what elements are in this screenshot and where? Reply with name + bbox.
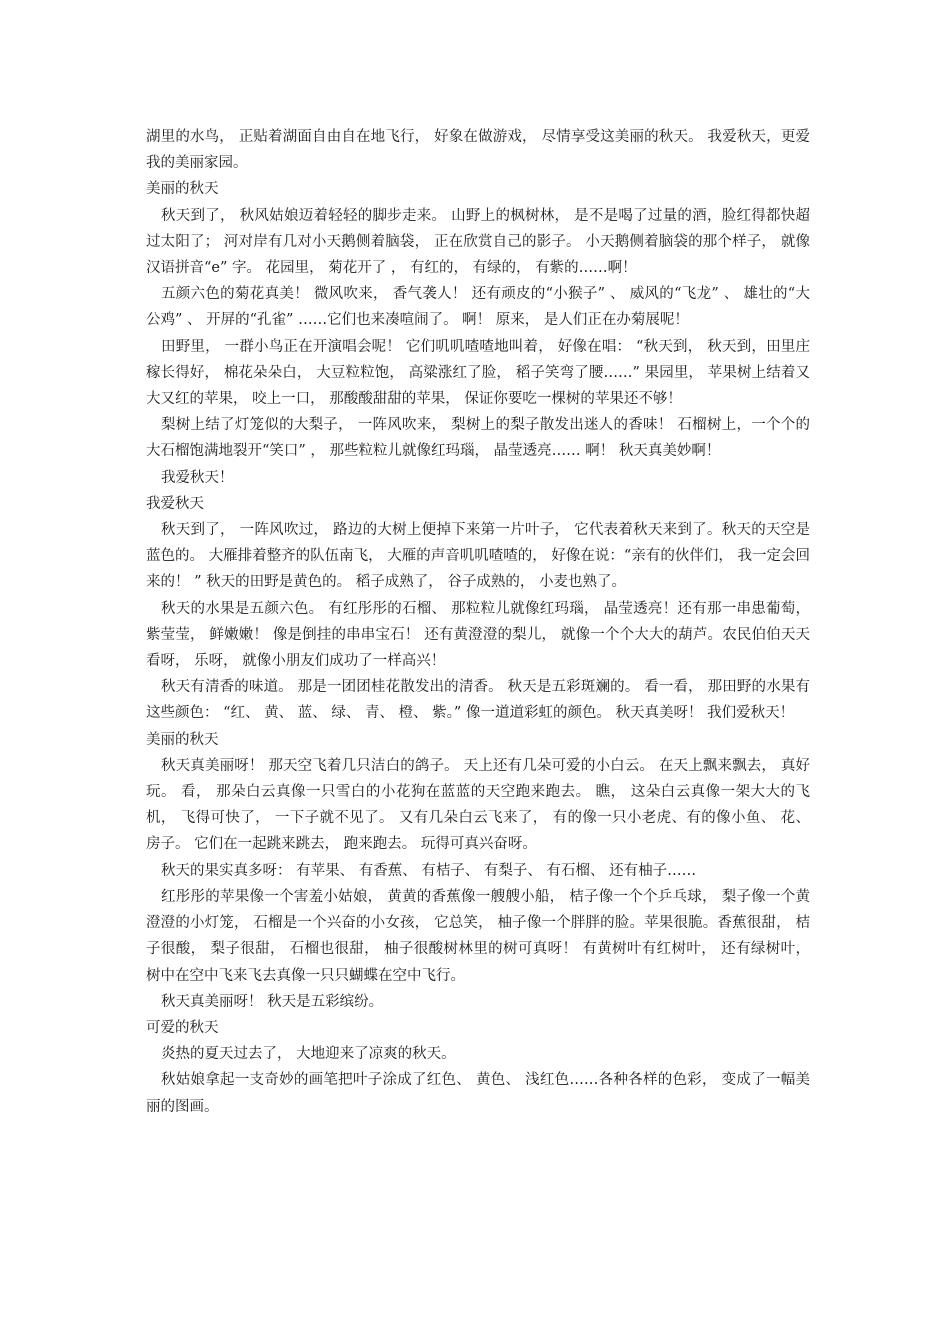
paragraph: 秋天真美丽呀！ 秋天是五彩缤纷。: [161, 993, 384, 1010]
paragraph: 秋天的果实真多呀： 有苹果、 有香蕉、 有桔子、 有梨子、 有石榴、 还有柚子……: [161, 862, 697, 879]
paragraph: 湖里的水鸟， 正贴着湖面自由自在地飞行， 好象在做游戏， 尽情享受这美丽的秋天。 我爱秋天，更爱我的美丽家园。: [146, 129, 810, 172]
paragraph: 炎热的夏天过去了， 大地迎来了凉爽的秋天。: [161, 1046, 456, 1063]
paragraph: 秋天到了， 一阵风吹过， 路边的大树上便掉下来第一片叶子， 它代表着秋天来到了。秋天的天空是蓝色的。 大雁排着整齐的队伍南飞， 大雁的声音叽叽喳喳的， 好像在说：“亲有的伙伴们， 我一定会回来的！ ” 秋天的田野是黄色的。 稻子成熟了， 谷子成熟的， 小麦也熟了。: [146, 522, 810, 591]
section-title: 可爱的秋天: [146, 1019, 219, 1036]
document-body: [146, 124, 810, 1120]
paragraph: 田野里， 一群小鸟正在开演唱会呢！ 它们叽叽喳喳地叫着， 好像在唱： “秋天到， 秋天到，田里庄稼长得好， 棉花朵朵白， 大豆粒粒饱， 高粱涨红了脸， 稻子笑弯了腰……” 果园里， 苹果树上结着又大又红的苹果， 咬上一口， 那酸酸甜甜的苹果， 保证你要吃一棵树的苹果还不够！: [146, 338, 810, 408]
paragraph: 梨树上结了灯笼似的大梨子， 一阵风吹来， 梨树上的梨子散发出迷人的香味！ 石榴树上，一个个的大石榴饱满地裂开“笑口” ， 那些粒粒儿就像红玛瑙， 晶莹透亮…… 啊！ 秋天真美妙啊！: [146, 417, 810, 460]
paragraph: 秋姑娘拿起一支奇妙的画笔把叶子涂成了红色、 黄色、 浅红色……各种各样的色彩， 变成了一幅美丽的图画。: [146, 1072, 810, 1115]
paragraph: 秋天真美丽呀！ 那天空飞着几只洁白的鸽子。 天上还有几朵可爱的小白云。 在天上飘来飘去， 真好玩。 看， 那朵白云真像一只雪白的小花狗在蓝蓝的天空跑来跑去。 瞧， 这朵白云真像一架大大的飞机， 飞得可快了， 一下子就不见了。 又有几朵白云飞来了， 有的像一只小老虎、有的像小鱼、 花、 房子。 它们在一起跳来跳去， 跑来跑去。 玩得可真兴奋呀。: [146, 757, 810, 853]
paragraph: 秋天的水果是五颜六色。 有红彤彤的石榴、 那粒粒儿就像红玛瑙， 晶莹透亮！还有那一串患葡萄， 紫莹莹， 鲜嫩嫩！ 像是倒挂的串串宝石！ 还有黄澄澄的梨儿， 就像一个个大大的葫芦。农民伯伯天天看呀， 乐呀， 就像小朋友们成功了一样高兴！: [146, 600, 810, 670]
section-title: 我爱秋天: [146, 495, 204, 512]
paragraph: 我爱秋天！: [161, 469, 234, 486]
paragraph: 秋天到了， 秋风姑娘迈着轻轻的脚步走来。 山野上的枫树林， 是不是喝了过量的酒，脸红得都快超过太阳了； 河对岸有几对小天鹅侧着脑袋， 正在欣赏自己的影子。 小天鹅侧着脑袋的那个样子， 就像汉语拼音“e” 字。 花园里， 菊花开了 ， 有红的， 有绿的， 有紫的……啊！: [146, 207, 810, 277]
section-title: 美丽的秋天: [146, 181, 219, 198]
paragraph: 秋天有清香的味道。 那是一团团桂花散发出的清香。 秋天是五彩斑斓的。 看一看， 那田野的水果有这些颜色： “红、 黄、 蓝、 绿、 青、 橙、 紫。” 像一道道彩虹的颜色。 秋天真美呀！ 我们爱秋天！: [146, 679, 810, 722]
section-title: 美丽的秋天: [146, 731, 219, 748]
paragraph: 五颜六色的菊花真美！ 微风吹来， 香气袭人！ 还有顽皮的“小猴子” 、 威风的“飞龙” 、 雄壮的“大公鸡” 、 开屏的“孔雀” ……它们也来凑喧闹了。 啊！ 原来， 是人们正在办菊展呢！: [146, 286, 810, 329]
paragraph: 红彤彤的苹果像一个害羞小姑娘， 黄黄的香蕉像一艘艘小船， 桔子像一个个乒乓球， 梨子像一个黄澄澄的小灯笼， 石榴是一个兴奋的小女孩， 它总笑， 柚子像一个胖胖的脸。苹果很脆。香蕉很甜， 桔子很酸， 梨子很甜， 石榴也很甜， 柚子很酸树林里的树可真呀！ 有黄树叶有红树叶， 还有绿树叶， 树中在空中飞来飞去真像一只只蝴蝶在空中飞行。: [146, 888, 810, 984]
